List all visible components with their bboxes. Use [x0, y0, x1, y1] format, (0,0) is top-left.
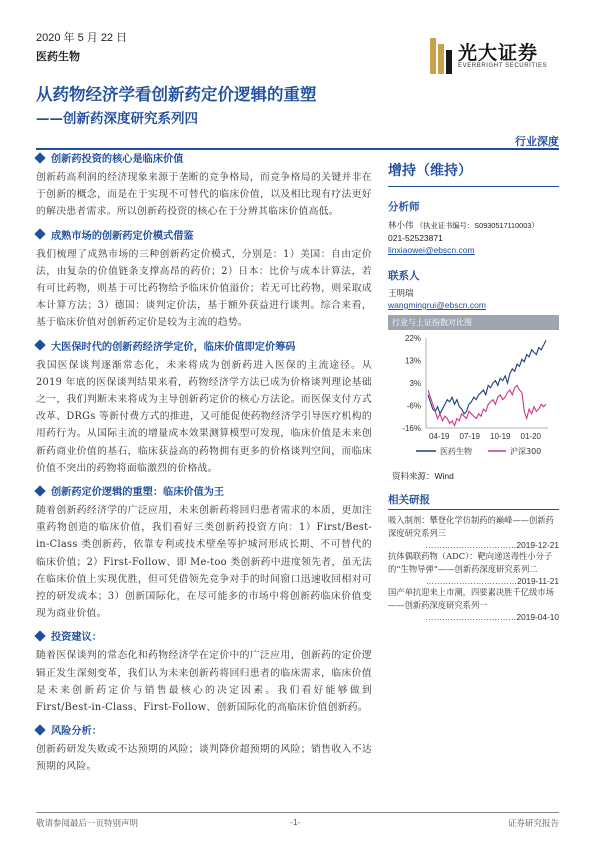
legend-label: 沪深300 [510, 447, 542, 456]
logo-subtext: EVERBRIGHT SECURITIES [458, 63, 548, 69]
footer-disclaimer: 敬请参阅最后一页特别声明 [36, 819, 139, 829]
related-item[interactable] [388, 514, 559, 550]
y-tick-label: 3% [409, 379, 421, 388]
legend-label: 医药生物 [440, 447, 472, 456]
related-title: 吸入制剂：攀登化学仿制药的巅峰——创新药深度研究系列三 [388, 515, 554, 538]
report-title: 从药物经济学看创新药定价逻辑的重塑 [36, 85, 317, 104]
y-tick-label: 13% [404, 356, 421, 366]
section-paragraph: 我们梳理了成熟市场的三种创新药定价模式，分别是：1）美国：自由定价法，由复杂的价值链条支撑高昂的药价；2）日本：比价与成本计算法，若有可比药物，则基于可比药物给予临床价值溢价；若无可比药物，则采取成本计算方法；3）德国：谈判定价法，基于额外获益进行谈判。综合来看，基于临床价值对创新药定价是较为主流的趋势。 [36, 248, 372, 329]
section-2 [36, 227, 372, 332]
section-heading: 创新药投资的核心是临床价值 [51, 153, 184, 165]
main-content [36, 150, 372, 782]
section-heading: 风险分析： [51, 725, 102, 738]
diamond-bullet-icon [34, 485, 45, 496]
section-6 [36, 722, 372, 775]
x-tick-label: 10-19 [490, 432, 511, 441]
related-title: 抗体偶联药物（ADC）：靶向递送毒性小分子的“生物导弹”——创新药深度研究系列二 [388, 551, 553, 574]
section-paragraph: 创新药高利润的经济现象来源于垄断的竞争格局，而竞争格局的关键并非在于创新的概念，而是在于实现不可替代的临床价值，以及相比现有疗法更好的解决患者需求。所以创新药投资的核心在于分辨其临床价值高低。 [36, 172, 372, 218]
diamond-bullet-icon [34, 724, 45, 735]
diamond-bullet-icon [34, 152, 45, 163]
related-date: ……………………………2019-04-10 [425, 612, 559, 622]
related-divider [388, 509, 559, 510]
section-5 [36, 628, 372, 716]
contact-heading: 联系人 [388, 270, 420, 282]
related-item[interactable] [388, 550, 559, 586]
footer-divider [36, 812, 559, 813]
sidebar [388, 160, 559, 622]
related-date: ……………………………2019-12-21 [425, 540, 559, 550]
diamond-bullet-icon [34, 630, 45, 641]
x-tick-label: 01-20 [520, 432, 541, 441]
chart-title: 行业与上证指数对比图 [388, 315, 559, 330]
footer-org: 证券研究报告 [507, 819, 559, 829]
analyst-email-link[interactable]: linxiaowei@ebscn.com [388, 245, 475, 255]
series-line [428, 340, 546, 413]
section-3 [36, 338, 372, 477]
section-paragraph: 创新药研发失败或不达预期的风险；谈判降价超预期的风险；销售收入不达预期的风险。 [36, 744, 372, 773]
section-paragraph: 随着创新药经济学的广泛应用，未来创新药将回归患者需求的本质，更加注重药物创造的临床价值，我们看好三类创新药投资方向：1）First/Best-in-Class 类创新药，依靠专利或技术壁垒等护城河形成长期、不可替代的临床价值；2）First-Follow、即 Me-too 类创新药中进度领先者，虽无法在临床价值上实现优胜，但可凭借领先竞争对手的时间窗口迅速收回相对可控的研发成本；3）创新国际化，在尽可能多的市场中将创新药临床价值变现为商业价值。 [36, 505, 372, 620]
rating: 增持（维持） [388, 163, 472, 179]
diamond-bullet-icon [34, 339, 45, 350]
section-heading: 成熟市场的创新药定价模式借鉴 [51, 229, 194, 242]
section-paragraph: 随着医保谈判的常态化和药物经济学在定价中的广泛应用，创新药的定价逻辑正发生深刻变革，我们认为未来创新药将回归患者的临床需求，临床价值是未来创新药定价与销售最核心的决定因素。我们看好能够做到First/Best-in-Class、First-Follow、创新国际化的高临床价值创新药。 [36, 650, 372, 714]
contact-email-link[interactable]: wangmingrui@ebscn.com [388, 300, 486, 310]
section-heading: 创新药定价逻辑的重塑：临床价值为王 [51, 486, 225, 499]
chart-source: 资料来源：Wind [392, 471, 454, 481]
report-date: 2020 年 5 月 22 日 [36, 32, 128, 44]
comparison-chart [388, 330, 559, 470]
x-tick-label: 04-19 [429, 432, 450, 441]
y-tick-label: 22% [404, 334, 421, 343]
report-subtitle: ——创新药深度研究系列四 [36, 111, 198, 127]
section-1 [36, 150, 372, 221]
analyst-cert: （执业证书编号：S0930517110003） [415, 221, 539, 230]
related-title: 国产单抗迎来上市潮，四要素决胜千亿级市场——创新药深度研究系列一 [388, 587, 554, 610]
rating-divider [388, 186, 559, 187]
analyst-phone: 021-52523871 [388, 233, 443, 243]
sector-label: 医药生物 [36, 51, 80, 63]
section-4 [36, 483, 372, 622]
report-type: 行业深度 [515, 135, 559, 148]
page-number: -1- [290, 817, 301, 827]
related-item[interactable] [388, 586, 559, 622]
related-heading: 相关研报 [388, 494, 430, 506]
logo-icon [430, 38, 454, 74]
contact-name: 王明瑞 [388, 288, 414, 298]
section-heading: 大医保时代的创新药经济学定价，临床价值即定价筹码 [51, 340, 296, 353]
x-tick-label: 07-19 [459, 432, 480, 441]
logo-text: 光大证券 [458, 42, 539, 64]
analyst-name: 林小伟 [388, 220, 414, 230]
related-date: ……………………………2019-11-21 [425, 576, 559, 586]
y-tick-label: -16% [402, 424, 421, 433]
diamond-bullet-icon [34, 228, 45, 239]
section-heading: 投资建议： [51, 631, 102, 644]
section-paragraph: 我国医保谈判逐渐常态化，未来将成为创新药进入医保的主流途径。从2019 年底的医保谈判结果来看，药物经济学方法已成为价格谈判理论基础之一，我们判断未来将成为主导创新药定价的核心方法论。而医保支付方式改革、DRGs 等新付费方式的推进，又可能促使药物经济学引导医疗机构的用药行为。从国际主流的增量成本效果测算模型可发现，临床价值是未来创新药商业价值的基石，临床获益高的药物拥有更多的价格谈判空间，而临床价值不突出的药物将面临激烈的价格战。 [36, 359, 372, 474]
analyst-heading: 分析师 [388, 201, 420, 213]
y-tick-label: -6% [406, 401, 421, 411]
analyst-line [388, 219, 559, 232]
